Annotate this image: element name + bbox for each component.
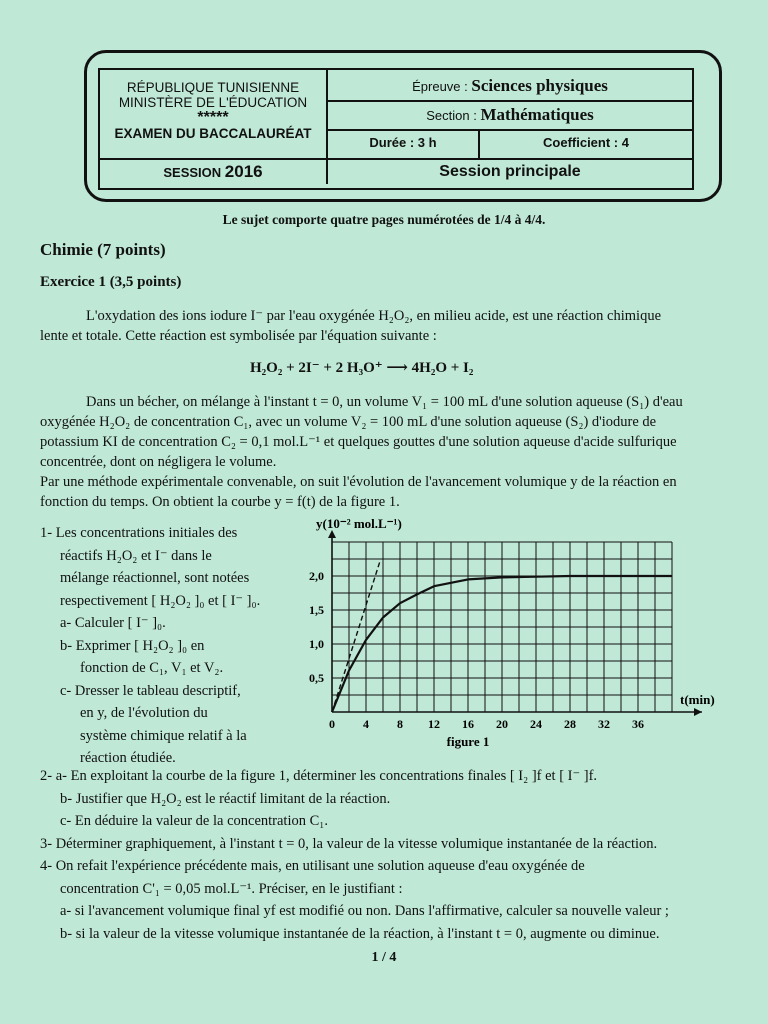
exam-label: EXAMEN DU BACCALAURÉAT	[114, 126, 312, 141]
ministry-label: MINISTÈRE DE L'ÉDUCATION	[118, 95, 308, 110]
x-tick-label: 36	[632, 717, 644, 731]
chimie-title: Chimie (7 points)	[40, 240, 166, 259]
x-tick-label: 20	[496, 717, 508, 731]
q-line: concentration C'₁ = 0,05 mol.L⁻¹. Préciser, en le justifiant :	[60, 880, 403, 897]
epreuve-value: Sciences physiques	[471, 76, 608, 95]
para2-line: potassium KI de concentration C₂ = 0,1 mol.L⁻¹ et quelques gouttes d'une solution aqueuse d'acide sulfurique	[40, 434, 677, 450]
q-line: 4- On refait l'expérience précédente mais, en utilisant une solution aqueuse d'eau oxygénée de	[40, 858, 585, 874]
equation: H₂O₂ + 2I⁻ + 2 H₃O⁺ ⟶ 4H₂O + I₂	[250, 360, 474, 376]
stars: *****	[197, 109, 229, 126]
x-tick-label: 8	[397, 717, 403, 731]
para1-line2: lente et totale. Cette réaction est symbolisée par l'équation suivante :	[40, 328, 437, 344]
q1-line: en y, de l'évolution du	[80, 705, 208, 721]
q1-line: réaction étudiée.	[80, 750, 176, 766]
q-line: 2- a- En exploitant la courbe de la figure 1, déterminer les concentrations finales [ I₂ ]f et [ I⁻ ]f.	[40, 768, 598, 784]
duree: Durée : 3 h	[369, 135, 437, 150]
q-line: 3- Déterminer graphiquement, à l'instant t = 0, la valeur de la vitesse volumique instantanée de la réaction.	[40, 835, 658, 852]
q-line: b- Justifier que H₂O₂ est le réactif limitant de la réaction.	[60, 790, 391, 807]
q1-line: réactifs H₂O₂ et I⁻ dans le	[60, 547, 212, 564]
para2-line: concentrée, dont on négligera le volume.	[40, 454, 277, 470]
tangent-line	[332, 562, 380, 712]
q1-line: mélange réactionnel, sont notées	[60, 570, 250, 586]
q1-line: 1- Les concentrations initiales des	[40, 525, 238, 541]
x-tick-label: 12	[428, 717, 440, 731]
y-axis-arrow	[328, 530, 336, 538]
q-line: b- si la valeur de la vitesse volumique instantanée de la réaction, à l'instant t = 0, augmente ou diminue.	[60, 925, 660, 942]
chart-title: figure 1	[446, 734, 490, 749]
q1-line: b- Exprimer [ H₂O₂ ]₀ en	[60, 637, 205, 654]
y-tick-label: 1,5	[309, 603, 324, 617]
q1-line: système chimique relatif à la	[80, 727, 247, 744]
para2-line: Par une méthode expérimentale convenable, on suit l'évolution de l'avancement volumique y de la réaction en	[40, 474, 677, 490]
x-tick-label: 4	[363, 717, 369, 731]
x-axis-arrow	[694, 708, 702, 716]
para2-line: fonction du temps. On obtient la courbe y = f(t) de la figure 1.	[40, 494, 400, 510]
figure-1-chart	[280, 518, 720, 754]
y-tick-label: 2,0	[309, 569, 324, 583]
q1-line: respectivement [ H₂O₂ ]₀ et [ I⁻ ]₀.	[60, 592, 261, 609]
header-table	[98, 68, 694, 190]
para2-line: Dans un bécher, on mélange à l'instant t = 0, un volume V₁ = 100 mL d'une solution aqueuse (S₁) d'eau	[86, 394, 683, 410]
section-label: Section :	[426, 108, 477, 123]
session-label: SESSION	[163, 165, 222, 180]
x-tick-label: 28	[564, 717, 576, 731]
intro-line: Le sujet comporte quatre pages numérotées de 1/4 à 4/4.	[222, 212, 546, 227]
q1-line: fonction de C₁, V₁ et V₂.	[80, 660, 224, 676]
q-line: a- si l'avancement volumique final yf est modifié ou non. Dans l'affirmative, calculer sa nouvelle valeur ;	[60, 903, 669, 919]
x-tick-label: 24	[530, 717, 542, 731]
epreuve-label: Épreuve :	[412, 79, 468, 94]
session-year: 2016	[224, 162, 263, 181]
republic-label: RÉPUBLIQUE TUNISIENNE	[126, 80, 300, 95]
y-tick-label: 1,0	[309, 637, 324, 651]
section-value: Mathématiques	[480, 105, 594, 124]
para1-line1: L'oxydation des ions iodure I⁻ par l'eau oxygénée H₂O₂, en milieu acide, est une réaction chimique	[86, 308, 662, 324]
x-tick-label: 16	[462, 717, 474, 731]
x-axis-label: t(min)	[680, 692, 715, 707]
para2-line: oxygénée H₂O₂ de concentration C₁, avec un volume V₂ = 100 mL d'une solution aqueuse (S₂) d'iodure de	[40, 414, 657, 430]
session-type: Session principale	[439, 163, 581, 180]
y-tick-label: 0,5	[309, 671, 324, 685]
y-axis-label: y(10⁻² mol.L⁻¹)	[316, 518, 402, 531]
page-number: 1 / 4	[371, 950, 397, 965]
q-line: c- En déduire la valeur de la concentration C₁.	[60, 813, 328, 829]
coefficient: Coefficient : 4	[543, 135, 629, 150]
q1-line: a- Calculer [ I⁻ ]₀.	[60, 615, 166, 631]
x-tick-label: 32	[598, 717, 610, 731]
x-tick-label: 0	[329, 717, 335, 731]
exercice-title: Exercice 1 (3,5 points)	[40, 274, 182, 290]
q1-line: c- Dresser le tableau descriptif,	[60, 682, 241, 699]
